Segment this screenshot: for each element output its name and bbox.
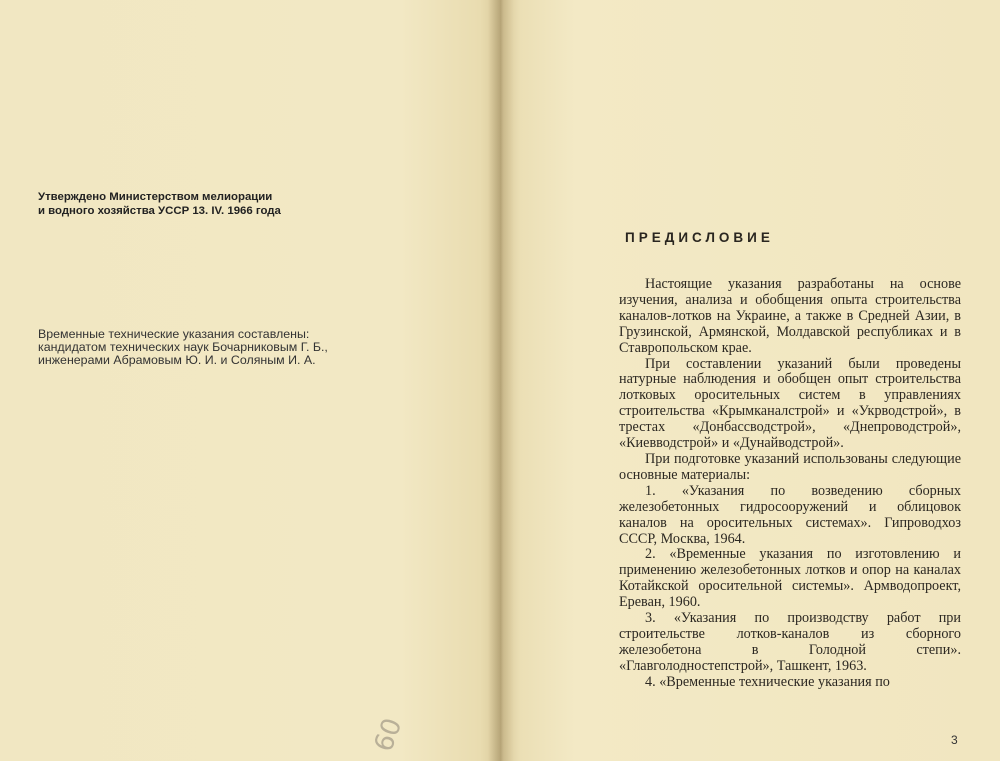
- list-item: 4. «Временные технические указания по: [645, 673, 890, 690]
- list-item: 2. «Временные указания по изготовлению и применению железобетонных лотков и опор на каналах Котайкской оросительной системы». Армводопроект, Ереван, 1960.: [619, 546, 961, 611]
- list-item: 3. «Указания по производству работ при строительстве лотков-каналов из сборного железобетона в Голодной степи». «Главголодностепстрой», Ташкент, 1963.: [619, 610, 961, 674]
- book-gutter: [488, 0, 514, 761]
- authors-credit: [38, 328, 418, 367]
- section-heading: ПРЕДИСЛОВИЕ: [625, 230, 774, 245]
- approval-line: Утверждено Министерством мелиорации: [38, 191, 273, 203]
- paragraph: При составлении указаний были проведены натурные наблюдения и обобщен опыт строительства лотковых оросительных систем в управлениях строительства «Крымканалстрой» и «Укрводстрой», в трестах «Донбассводстрой», «Днепроводстрой», «Киевводстрой» и «Дунайводстрой».: [619, 355, 961, 452]
- preface-body: [619, 277, 961, 691]
- authors-line: кандидатом технических наук Бочарниковым Г. Б.,: [38, 340, 328, 354]
- approval-line: и водного хозяйства УССР 13. IV. 1966 года: [38, 205, 281, 217]
- paragraph: При подготовке указаний использованы следующие основные материалы:: [619, 450, 961, 483]
- authors-line: инженерами Абрамовым Ю. И. и Соляным И. А.: [38, 353, 316, 367]
- handwritten-margin-note: 60: [368, 714, 409, 756]
- authors-line: Временные технические указания составлены:: [38, 327, 310, 341]
- approval-statement: [38, 190, 358, 218]
- page-number: 3: [951, 733, 958, 747]
- paragraph: Настоящие указания разработаны на основе изучения, анализа и обобщения опыта строительства каналов-лотков на Украине, а также в Средней Азии, в Грузинской, Армянской, Молдавской республиках и в Ставропольском крае.: [619, 276, 961, 356]
- list-item: 1. «Указания по возведению сборных железобетонных гидросооружений и облицовок каналов на оросительных системах». Гипроводхоз СССР, Москва, 1964.: [619, 482, 961, 547]
